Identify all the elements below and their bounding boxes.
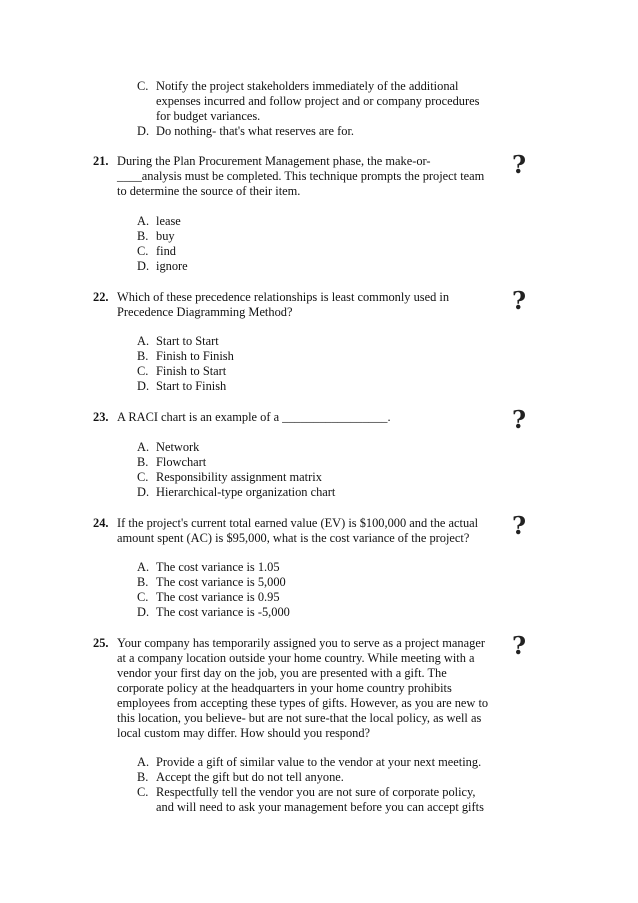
question-line: to determine the source of their item. xyxy=(117,184,301,198)
option-text: The cost variance is 0.95 xyxy=(156,590,280,604)
option-text: expenses incurred and follow project and or company procedures xyxy=(156,94,480,108)
option-letter: B. xyxy=(137,575,149,589)
option-letter: A. xyxy=(137,214,150,228)
help-question-icon[interactable]: ? xyxy=(512,631,527,660)
option-letter: D. xyxy=(137,379,150,393)
question-text xyxy=(117,290,501,320)
option-text: Hierarchical-type organization chart xyxy=(156,485,336,499)
question-text xyxy=(117,516,501,546)
option-text: Notify the project stakeholders immediately of the additional xyxy=(156,79,459,93)
question-line: at a company location outside your home country. While meeting with a xyxy=(117,651,475,665)
option-text: The cost variance is 5,000 xyxy=(156,575,286,589)
question-number: 25. xyxy=(93,636,109,650)
question-number: 23. xyxy=(93,410,109,424)
option-letter: C. xyxy=(137,590,149,604)
question-line: corporate policy at the headquarters in your home country prohibits xyxy=(117,681,452,695)
option-text: The cost variance is -5,000 xyxy=(156,605,290,619)
option-text: Start to Start xyxy=(156,334,219,348)
option-letter: C. xyxy=(137,244,149,258)
option-letter: A. xyxy=(137,560,150,574)
option-letter: D. xyxy=(137,605,150,619)
question-line: Which of these precedence relationships is least commonly used in xyxy=(117,290,450,304)
option-text: Responsibility assignment matrix xyxy=(156,470,322,484)
option-letter: C. xyxy=(137,364,149,378)
question-line: local custom may differ. How should you respond? xyxy=(117,726,371,740)
question-line: amount spent (AC) is $95,000, what is the cost variance of the project? xyxy=(117,531,470,545)
option-letter: C. xyxy=(137,470,149,484)
option-text: ignore xyxy=(156,259,188,273)
question-line: employees from accepting these types of gifts. However, as you are new to xyxy=(117,696,489,710)
question-number: 21. xyxy=(93,154,109,168)
option-text: Network xyxy=(156,440,200,454)
question-text xyxy=(117,154,501,199)
option-text: buy xyxy=(156,229,175,243)
option-letter: D. xyxy=(137,124,150,138)
question-number: 22. xyxy=(93,290,109,304)
option-letter: B. xyxy=(137,349,149,363)
question-line: If the project's current total earned value (EV) is $100,000 and the actual xyxy=(117,516,479,530)
help-question-icon[interactable]: ? xyxy=(512,286,527,315)
help-question-icon[interactable]: ? xyxy=(512,511,527,540)
option-text: The cost variance is 1.05 xyxy=(156,560,280,574)
option-letter: C. xyxy=(137,79,149,93)
option-text: lease xyxy=(156,214,181,228)
option-text: Do nothing- that's what reserves are for. xyxy=(156,124,355,138)
option-letter: D. xyxy=(137,259,150,273)
question-line: Precedence Diagramming Method? xyxy=(117,305,293,319)
option-text: Respectfully tell the vendor you are not sure of corporate policy, xyxy=(156,785,476,799)
option-text: and will need to ask your management before you can accept gifts xyxy=(156,800,484,814)
option-text: Accept the gift but do not tell anyone. xyxy=(156,770,344,784)
option-letter: B. xyxy=(137,455,149,469)
option-letter: D. xyxy=(137,485,150,499)
question-line: During the Plan Procurement Management phase, the make-or- xyxy=(117,154,431,168)
option-text: for budget variances. xyxy=(156,109,261,123)
option-letter: B. xyxy=(137,229,149,243)
question-number: 24. xyxy=(93,516,109,530)
option-text: Start to Finish xyxy=(156,379,227,393)
option-text: find xyxy=(156,244,176,258)
question-text xyxy=(117,410,501,425)
option-letter: A. xyxy=(137,440,150,454)
question-line: ____analysis must be completed. This technique prompts the project team xyxy=(117,169,485,183)
option-letter: A. xyxy=(137,334,150,348)
option-text: Flowchart xyxy=(156,455,207,469)
option-text: Finish to Start xyxy=(156,364,227,378)
option-letter: C. xyxy=(137,785,149,799)
option-letter: B. xyxy=(137,770,149,784)
question-line: this location, you believe- but are not sure-that the local policy, as well as xyxy=(117,711,482,725)
question-line: A RACI chart is an example of a _________________. xyxy=(117,410,391,424)
help-question-icon[interactable]: ? xyxy=(512,405,527,434)
option-letter: A. xyxy=(137,755,150,769)
help-question-icon[interactable]: ? xyxy=(512,150,527,179)
option-text: Finish to Finish xyxy=(156,349,234,363)
question-text xyxy=(117,636,501,741)
option-text: Provide a gift of similar value to the vendor at your next meeting. xyxy=(156,755,482,769)
question-line: vendor your first day on the job, you are presented with a gift. The xyxy=(117,666,447,680)
question-line: Your company has temporarily assigned you to serve as a project manager xyxy=(117,636,485,650)
